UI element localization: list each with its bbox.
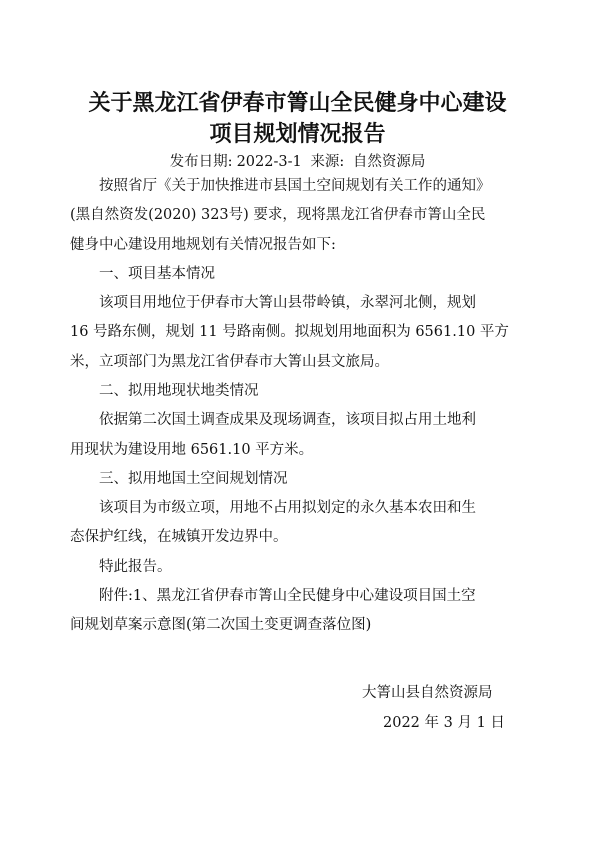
attachment-line: 附件:1、黑龙江省伊春市箐山全民健身中心建设项目国土空 <box>99 588 476 604</box>
body-line: 依据第二次国土调查成果及现场调查，该项目拟占用土地利 <box>99 412 476 428</box>
body-line: 按照省厅《关于加快推进市县国土空间规划有关工作的通知》 <box>99 178 491 194</box>
attachment-line: 间规划草案示意图(第二次国土变更调查落位图) <box>70 617 372 633</box>
body-line: 用现状为建设用地 6561.10 平方米。 <box>70 442 314 458</box>
body-line: 健身中心建设用地规划有关情况报告如下: <box>70 237 336 253</box>
document-title-line-1: 关于黑龙江省伊春市箐山全民健身中心建设 <box>88 91 507 116</box>
body-line: 该项目用地位于伊春市大箐山县带岭镇，永翠河北侧，规划 <box>99 295 476 311</box>
body-line: 16 号路东侧，规划 11 号路南侧。拟规划用地面积为 6561.10 平方 <box>70 324 509 340</box>
section-heading: 一、项目基本情况 <box>99 266 215 282</box>
publish-date: 2022-3-1 <box>236 154 302 170</box>
body-line: 米，立项部门为黑龙江省伊春市大箐山县文旅局。 <box>70 354 389 370</box>
signature-date: 2022 年 3 月 1 日 <box>383 715 505 731</box>
document-title-line-2: 项目规划情况报告 <box>209 122 386 147</box>
source-value: 自然资源局 <box>352 154 426 170</box>
publish-meta <box>60 150 535 171</box>
closing-line: 特此报告。 <box>99 559 172 575</box>
section-heading: 三、拟用地国土空间规划情况 <box>99 471 288 487</box>
section-heading: 二、拟用地现状地类情况 <box>99 383 259 399</box>
source-label: 来源: <box>310 154 345 170</box>
body-line: (黑自然资发(2020) 323号) 要求，现将黑龙江省伊春市箐山全民 <box>70 207 486 223</box>
body-line: 该项目为市级立项，用地不占用拟划定的永久基本农田和生 <box>99 500 476 516</box>
signature-organization: 大箐山县自然资源局 <box>362 685 493 701</box>
body-line: 态保护红线，在城镇开发边界中。 <box>70 529 288 545</box>
publish-date-label: 发布日期: <box>169 154 233 170</box>
